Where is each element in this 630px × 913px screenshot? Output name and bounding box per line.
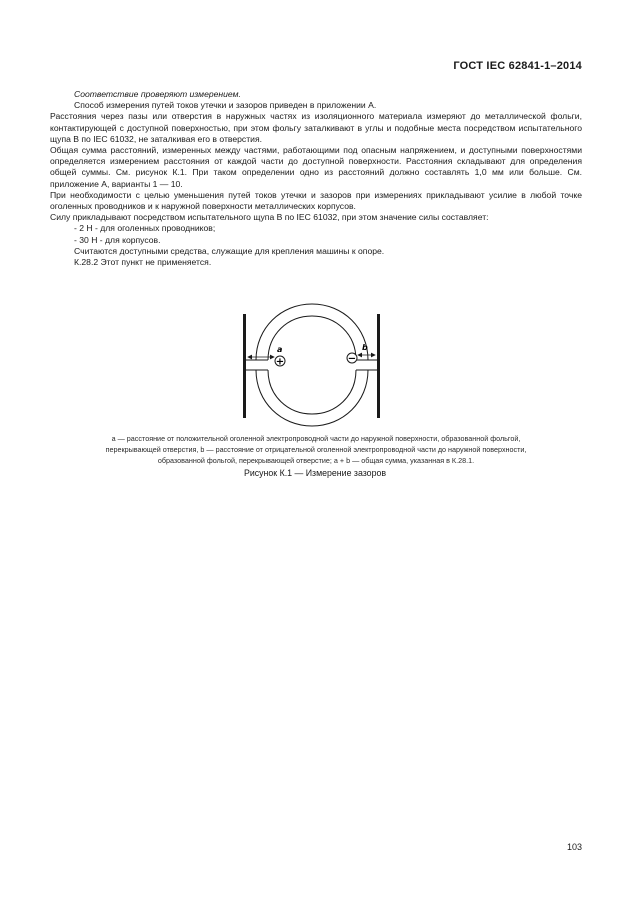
figure-notes-line-1: a — расстояние от положительной оголенной электропроводной части до наружной поверхности, образованной фольгой, <box>111 434 521 443</box>
outer-ring <box>256 304 368 360</box>
label-b: b <box>362 343 368 352</box>
paragraph-force-value: Силу прикладывают посредством испытательного щупа В по IEC 61032, при этом значение силы составляет: <box>50 212 489 223</box>
right-wall <box>377 314 380 418</box>
paragraph-total-sum: Общая сумма расстояний, измеренных между частями, работающими под опасным напряжением, и доступными поверхностями определяется измерением расстояния от каждой части до доступной поверхности. Расстояния складывают для определения общей суммы. См. рисунок К.1. При таком определении одно из расстояний должно составлять 1,0 мм или больше. См. приложение А, варианты 1 — 10. <box>50 145 582 189</box>
paragraph-k-28-2: К.28.2 Этот пункт не применяется. <box>74 257 212 268</box>
paragraph-distances: Расстояния через пазы или отверстия в наружных частях из изоляционного материала измеряют до металлической фольги, контактирующей с доступной поверхностью, при этом фольгу заталкивают в углы и подобные места посредством испытательного щупа В по IEC 61032, не заталкивая его в отверстия. <box>50 111 582 144</box>
label-a: a <box>277 345 283 354</box>
page-number: 103 <box>566 842 582 852</box>
figure-k1 <box>237 300 397 430</box>
paragraph-compliance: Соответствие проверяют измерением. <box>74 89 241 99</box>
paragraph-method: Способ измерения путей токов утечки и зазоров приведен в приложении А. <box>74 100 377 111</box>
paragraph-force-application: При необходимости с целью уменьшения путей токов утечки и зазоров при измерениях прикладывают усилие в любой точке оголенных проводников и к наружной поверхности металлических корпусов. <box>50 189 582 212</box>
figure-notes <box>52 434 580 466</box>
list-item-conductors: - 2 Н - для оголенных проводников; <box>74 223 216 234</box>
figure-notes-line-2: перекрывающей отверстия, b — расстояние от отрицательной оголенной электропроводной части до наружной поверхности, <box>105 444 527 454</box>
figure-notes-line-3: образованной фольгой, перекрывающей отверстие; a + b — общая сумма, указанная в К.28.1. <box>157 455 475 465</box>
minus-sign: − <box>347 353 357 365</box>
body-text <box>50 89 582 268</box>
plus-sign: + <box>275 356 285 368</box>
left-wall <box>243 314 246 418</box>
document-code: ГОСТ IEC 62841-1–2014 <box>453 60 582 72</box>
figure-caption: Рисунок К.1 — Измерение зазоров <box>243 468 387 478</box>
paragraph-accessible-means: Считаются доступными средства, служащие для крепления машины к опоре. <box>74 245 385 256</box>
list-item-housings: - 30 Н - для корпусов. <box>74 234 161 245</box>
figure-k1-drawing <box>237 300 397 430</box>
